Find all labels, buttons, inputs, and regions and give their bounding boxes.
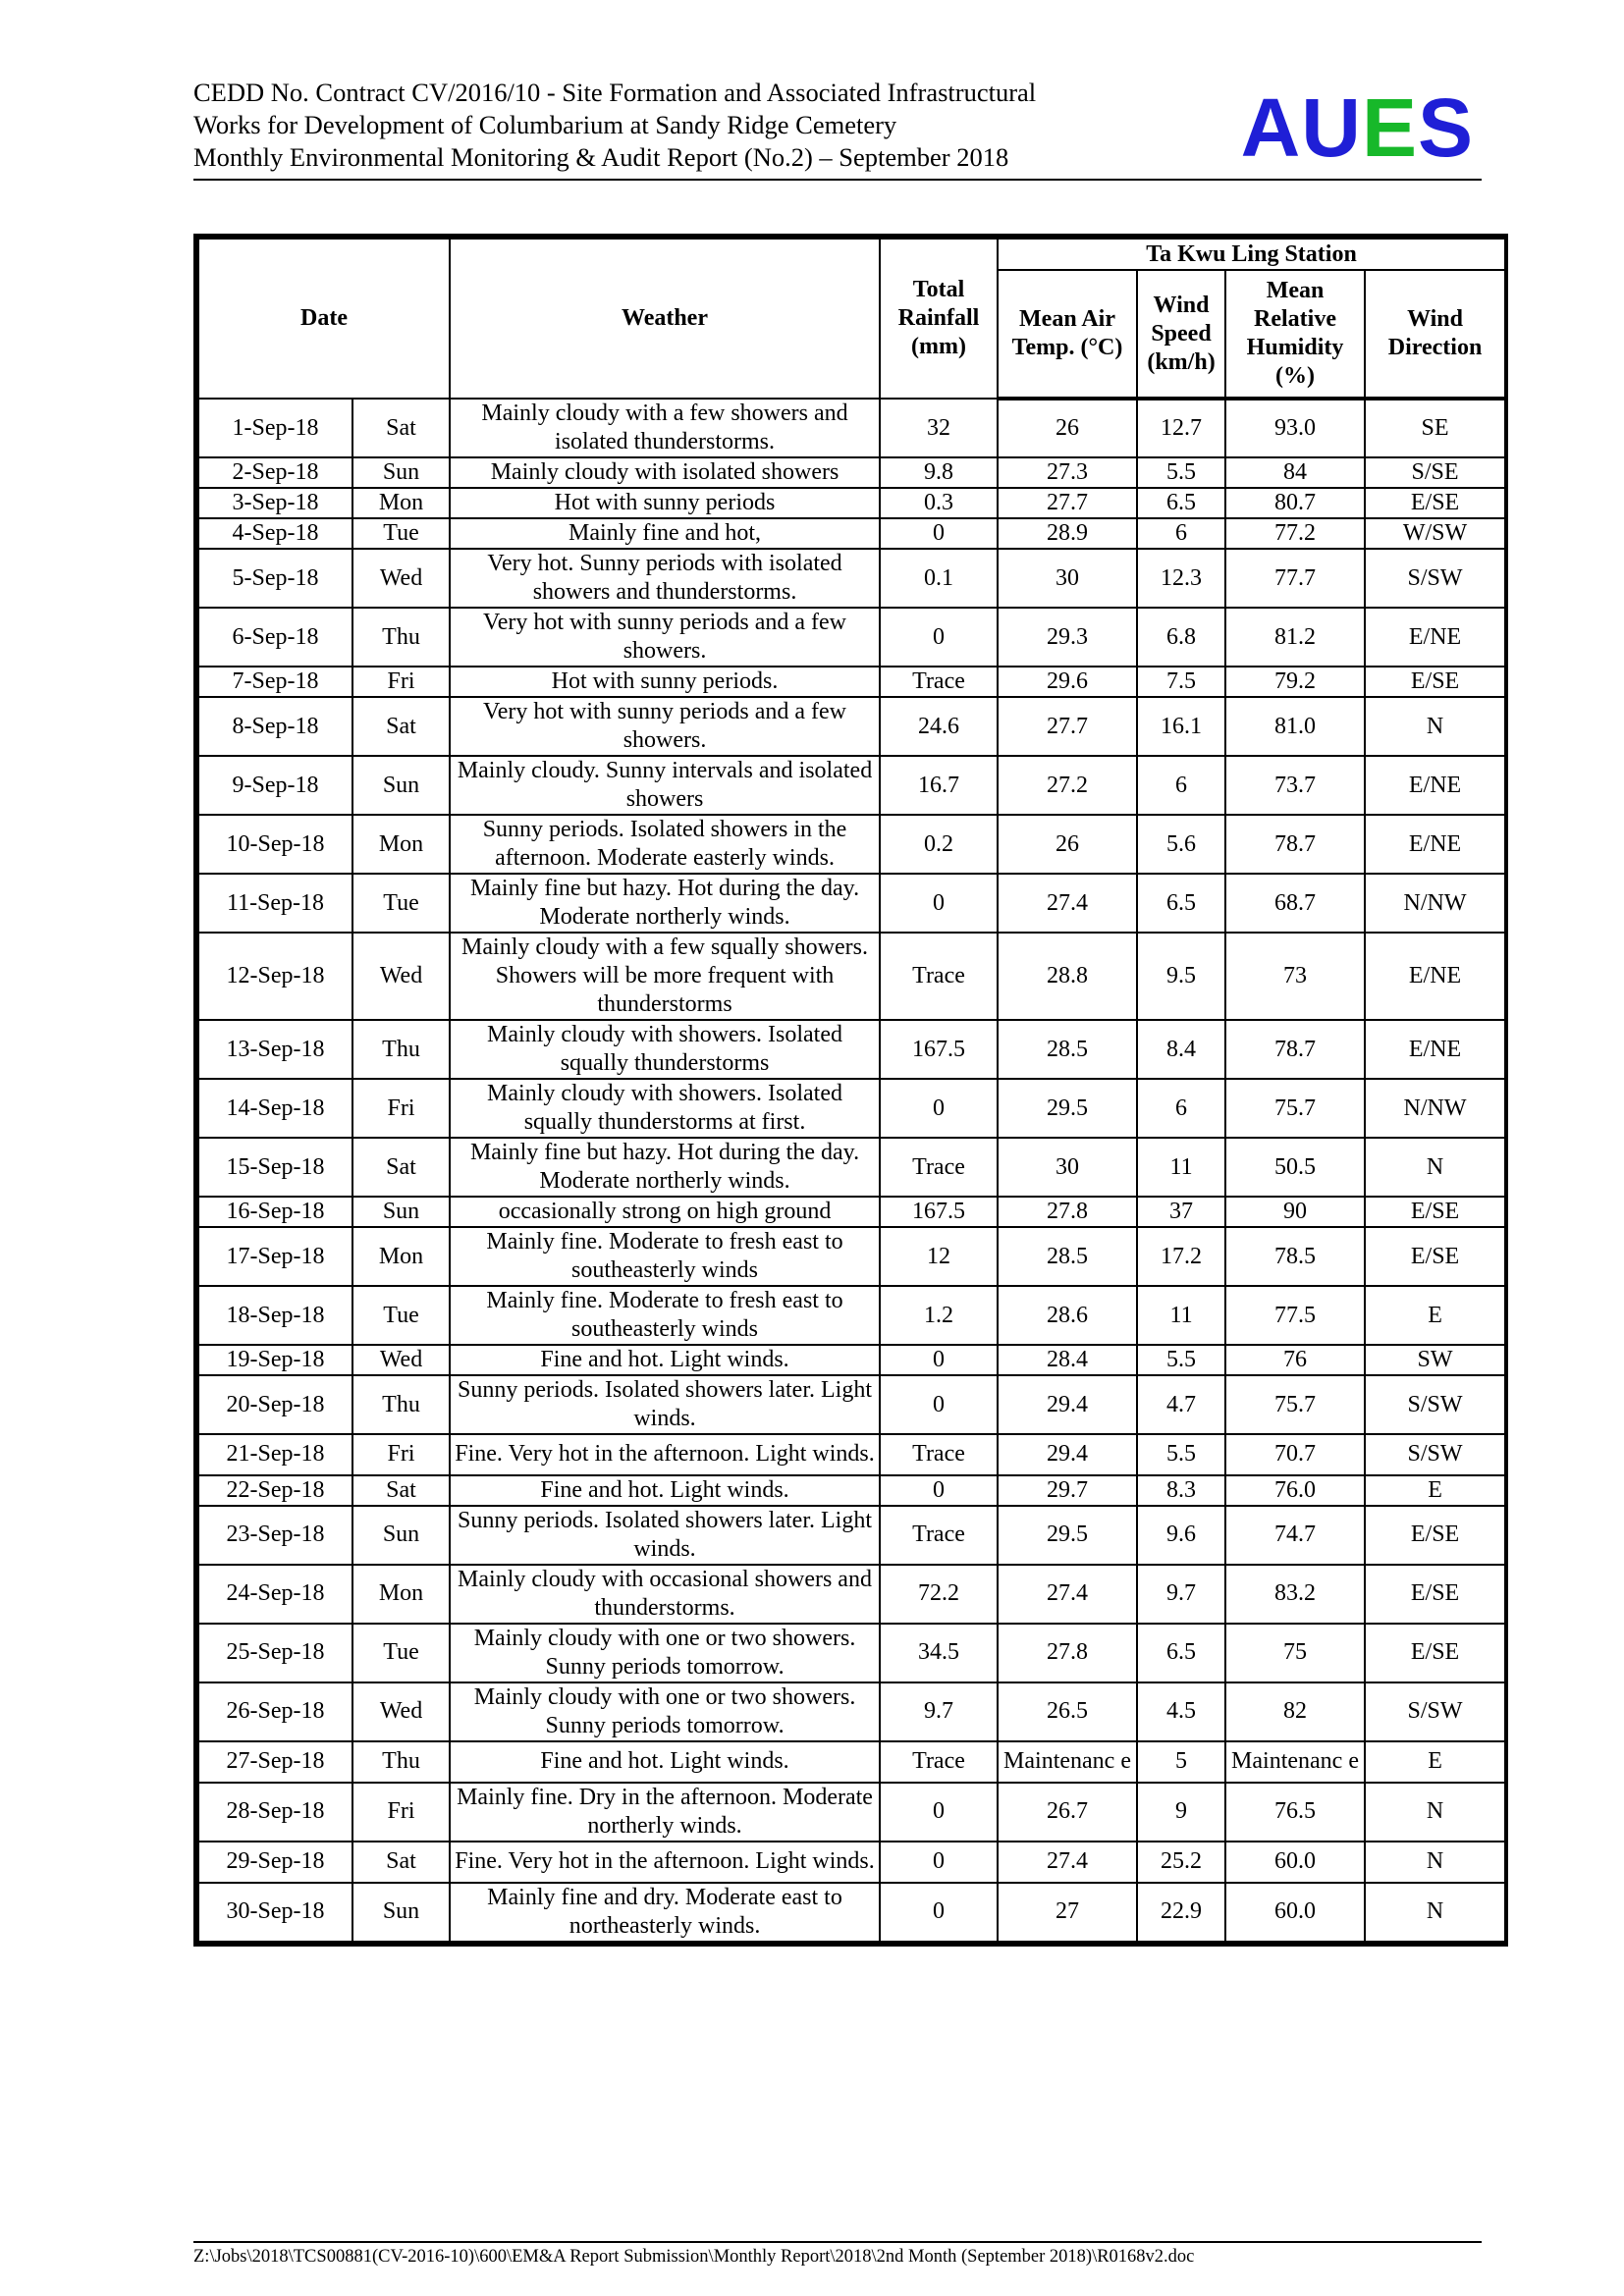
cell-humidity: 76 bbox=[1225, 1345, 1365, 1375]
table-row bbox=[198, 1475, 1505, 1506]
cell-temp: 27.4 bbox=[998, 1565, 1137, 1624]
cell-wind-speed: 5 bbox=[1137, 1741, 1225, 1783]
cell-wind-speed: 7.5 bbox=[1137, 667, 1225, 697]
cell-humidity: 78.7 bbox=[1225, 815, 1365, 874]
cell-temp: 28.5 bbox=[998, 1020, 1137, 1079]
cell-rainfall: 9.8 bbox=[880, 457, 998, 488]
cell-wind-direction: N bbox=[1365, 697, 1505, 756]
cell-weather: Very hot with sunny periods and a few showers. bbox=[450, 608, 880, 667]
cell-day: Fri bbox=[352, 1434, 450, 1475]
cell-wind-direction: E/NE bbox=[1365, 608, 1505, 667]
cell-rainfall: 34.5 bbox=[880, 1624, 998, 1682]
table-row bbox=[198, 1020, 1505, 1079]
cell-temp: 28.4 bbox=[998, 1345, 1137, 1375]
cell-date: 17-Sep-18 bbox=[198, 1227, 352, 1286]
cell-rainfall: 0 bbox=[880, 608, 998, 667]
cell-humidity: 80.7 bbox=[1225, 488, 1365, 518]
cell-wind-speed: 37 bbox=[1137, 1197, 1225, 1227]
cell-temp: 30 bbox=[998, 549, 1137, 608]
cell-temp: 29.6 bbox=[998, 667, 1137, 697]
cell-humidity: 93.0 bbox=[1225, 399, 1365, 457]
table-row bbox=[198, 874, 1505, 933]
cell-day: Sat bbox=[352, 1842, 450, 1883]
cell-wind-direction: SE bbox=[1365, 399, 1505, 457]
cell-wind-direction: E/SE bbox=[1365, 1506, 1505, 1565]
cell-wind-speed: 22.9 bbox=[1137, 1883, 1225, 1942]
cell-temp: 28.6 bbox=[998, 1286, 1137, 1345]
cell-temp: Maintenanc e bbox=[998, 1741, 1137, 1783]
cell-wind-direction: E bbox=[1365, 1475, 1505, 1506]
cell-humidity: 60.0 bbox=[1225, 1883, 1365, 1942]
cell-wind-speed: 6.5 bbox=[1137, 874, 1225, 933]
cell-temp: 27 bbox=[998, 1883, 1137, 1942]
cell-temp: 26.7 bbox=[998, 1783, 1137, 1842]
cell-humidity: 84 bbox=[1225, 457, 1365, 488]
page-footer bbox=[193, 2241, 1482, 2268]
station-header: Ta Kwu Ling Station bbox=[998, 239, 1505, 270]
cell-rainfall: 24.6 bbox=[880, 697, 998, 756]
cell-date: 6-Sep-18 bbox=[198, 608, 352, 667]
cell-weather: Very hot with sunny periods and a few showers. bbox=[450, 697, 880, 756]
header-line-3: Monthly Environmental Monitoring & Audit Report (No.2) – September 2018 bbox=[193, 142, 1009, 172]
table-row bbox=[198, 1434, 1505, 1475]
cell-wind-direction: S/SW bbox=[1365, 1434, 1505, 1475]
col-header-rainfall: Total Rainfall (mm) bbox=[880, 239, 998, 399]
cell-wind-speed: 12.7 bbox=[1137, 399, 1225, 457]
cell-humidity: 76.5 bbox=[1225, 1783, 1365, 1842]
cell-humidity: 79.2 bbox=[1225, 667, 1365, 697]
cell-humidity: 74.7 bbox=[1225, 1506, 1365, 1565]
cell-wind-speed: 16.1 bbox=[1137, 697, 1225, 756]
cell-date: 16-Sep-18 bbox=[198, 1197, 352, 1227]
cell-wind-speed: 8.3 bbox=[1137, 1475, 1225, 1506]
cell-temp: 30 bbox=[998, 1138, 1137, 1197]
table-row bbox=[198, 1079, 1505, 1138]
cell-wind-direction: E/NE bbox=[1365, 815, 1505, 874]
cell-wind-speed: 5.5 bbox=[1137, 1345, 1225, 1375]
cell-wind-speed: 6.8 bbox=[1137, 608, 1225, 667]
cell-wind-direction: N/NW bbox=[1365, 874, 1505, 933]
col-header-wind-speed: Wind Speed (km/h) bbox=[1137, 270, 1225, 399]
cell-day: Wed bbox=[352, 1345, 450, 1375]
cell-day: Sat bbox=[352, 1138, 450, 1197]
cell-date: 4-Sep-18 bbox=[198, 518, 352, 549]
cell-date: 22-Sep-18 bbox=[198, 1475, 352, 1506]
cell-day: Mon bbox=[352, 488, 450, 518]
cell-wind-direction: E/NE bbox=[1365, 756, 1505, 815]
cell-date: 5-Sep-18 bbox=[198, 549, 352, 608]
cell-date: 20-Sep-18 bbox=[198, 1375, 352, 1434]
cell-wind-direction: E bbox=[1365, 1741, 1505, 1783]
cell-weather: Mainly cloudy with one or two showers. Sunny periods tomorrow. bbox=[450, 1624, 880, 1682]
cell-rainfall: Trace bbox=[880, 1741, 998, 1783]
cell-day: Thu bbox=[352, 608, 450, 667]
cell-date: 8-Sep-18 bbox=[198, 697, 352, 756]
cell-weather: occasionally strong on high ground bbox=[450, 1197, 880, 1227]
cell-rainfall: 32 bbox=[880, 399, 998, 457]
cell-wind-direction: N bbox=[1365, 1883, 1505, 1942]
cell-wind-speed: 6.5 bbox=[1137, 488, 1225, 518]
cell-wind-speed: 6.5 bbox=[1137, 1624, 1225, 1682]
cell-weather: Fine and hot. Light winds. bbox=[450, 1345, 880, 1375]
cell-temp: 29.7 bbox=[998, 1475, 1137, 1506]
cell-wind-speed: 4.5 bbox=[1137, 1682, 1225, 1741]
table-row bbox=[198, 667, 1505, 697]
table-row bbox=[198, 549, 1505, 608]
cell-temp: 27.4 bbox=[998, 1842, 1137, 1883]
cell-temp: 29.5 bbox=[998, 1079, 1137, 1138]
cell-rainfall: 0 bbox=[880, 518, 998, 549]
cell-day: Fri bbox=[352, 667, 450, 697]
cell-date: 12-Sep-18 bbox=[198, 933, 352, 1020]
cell-humidity: 83.2 bbox=[1225, 1565, 1365, 1624]
cell-wind-speed: 11 bbox=[1137, 1138, 1225, 1197]
cell-wind-speed: 12.3 bbox=[1137, 549, 1225, 608]
cell-date: 30-Sep-18 bbox=[198, 1883, 352, 1942]
cell-temp: 27.8 bbox=[998, 1197, 1137, 1227]
cell-date: 10-Sep-18 bbox=[198, 815, 352, 874]
cell-wind-speed: 17.2 bbox=[1137, 1227, 1225, 1286]
cell-weather: Mainly cloudy with occasional showers and thunderstorms. bbox=[450, 1565, 880, 1624]
weather-table-body bbox=[198, 399, 1505, 1942]
cell-date: 29-Sep-18 bbox=[198, 1842, 352, 1883]
cell-humidity: 78.7 bbox=[1225, 1020, 1365, 1079]
table-row bbox=[198, 756, 1505, 815]
cell-weather: Sunny periods. Isolated showers later. Light winds. bbox=[450, 1506, 880, 1565]
cell-temp: 27.4 bbox=[998, 874, 1137, 933]
cell-wind-direction: SW bbox=[1365, 1345, 1505, 1375]
weather-table bbox=[197, 238, 1506, 1943]
cell-day: Wed bbox=[352, 933, 450, 1020]
cell-wind-direction: E/SE bbox=[1365, 1227, 1505, 1286]
cell-rainfall: Trace bbox=[880, 1138, 998, 1197]
cell-humidity: 76.0 bbox=[1225, 1475, 1365, 1506]
cell-day: Sun bbox=[352, 1883, 450, 1942]
cell-date: 3-Sep-18 bbox=[198, 488, 352, 518]
cell-day: Fri bbox=[352, 1079, 450, 1138]
file-path: Z:\Jobs\2018\TCS00881(CV-2016-10)\600\EM&A Report Submission\Monthly Report\2018\2nd Month (September 2018)\R0168v2.doc bbox=[193, 2247, 1195, 2267]
col-header-date: Date bbox=[198, 239, 450, 399]
page-header bbox=[193, 77, 1482, 181]
cell-humidity: 68.7 bbox=[1225, 874, 1365, 933]
cell-rainfall: 0.1 bbox=[880, 549, 998, 608]
cell-wind-direction: N/NW bbox=[1365, 1079, 1505, 1138]
cell-humidity: 77.2 bbox=[1225, 518, 1365, 549]
cell-wind-direction: S/SW bbox=[1365, 1375, 1505, 1434]
table-row bbox=[198, 1138, 1505, 1197]
cell-day: Sat bbox=[352, 697, 450, 756]
cell-wind-speed: 5.5 bbox=[1137, 1434, 1225, 1475]
cell-rainfall: 0.2 bbox=[880, 815, 998, 874]
cell-temp: 29.3 bbox=[998, 608, 1137, 667]
cell-day: Sun bbox=[352, 1197, 450, 1227]
cell-rainfall: 0.3 bbox=[880, 488, 998, 518]
cell-temp: 26.5 bbox=[998, 1682, 1137, 1741]
cell-weather: Mainly fine. Dry in the afternoon. Moderate northerly winds. bbox=[450, 1783, 880, 1842]
aues-logo: AUES bbox=[1240, 81, 1474, 174]
cell-rainfall: Trace bbox=[880, 1506, 998, 1565]
table-row bbox=[198, 1741, 1505, 1783]
cell-humidity: 60.0 bbox=[1225, 1842, 1365, 1883]
cell-day: Sun bbox=[352, 457, 450, 488]
table-row bbox=[198, 1197, 1505, 1227]
cell-rainfall: 16.7 bbox=[880, 756, 998, 815]
cell-rainfall: 0 bbox=[880, 1842, 998, 1883]
cell-temp: 27.2 bbox=[998, 756, 1137, 815]
cell-date: 7-Sep-18 bbox=[198, 667, 352, 697]
cell-date: 13-Sep-18 bbox=[198, 1020, 352, 1079]
cell-weather: Hot with sunny periods bbox=[450, 488, 880, 518]
cell-rainfall: 72.2 bbox=[880, 1565, 998, 1624]
cell-day: Tue bbox=[352, 874, 450, 933]
cell-humidity: 77.7 bbox=[1225, 549, 1365, 608]
cell-wind-direction: S/SW bbox=[1365, 1682, 1505, 1741]
cell-temp: 27.3 bbox=[998, 457, 1137, 488]
cell-day: Mon bbox=[352, 815, 450, 874]
cell-wind-direction: E/NE bbox=[1365, 933, 1505, 1020]
table-row bbox=[198, 1227, 1505, 1286]
cell-rainfall: 0 bbox=[880, 1883, 998, 1942]
cell-date: 1-Sep-18 bbox=[198, 399, 352, 457]
cell-rainfall: 0 bbox=[880, 1375, 998, 1434]
table-row bbox=[198, 1624, 1505, 1682]
cell-weather: Mainly fine. Moderate to fresh east to southeasterly winds bbox=[450, 1286, 880, 1345]
weather-table-container bbox=[193, 234, 1508, 1947]
cell-weather: Sunny periods. Isolated showers in the afternoon. Moderate easterly winds. bbox=[450, 815, 880, 874]
cell-wind-speed: 4.7 bbox=[1137, 1375, 1225, 1434]
cell-weather: Sunny periods. Isolated showers later. Light winds. bbox=[450, 1375, 880, 1434]
cell-wind-direction: W/SW bbox=[1365, 518, 1505, 549]
cell-wind-direction: E/SE bbox=[1365, 488, 1505, 518]
cell-wind-speed: 9.7 bbox=[1137, 1565, 1225, 1624]
cell-rainfall: Trace bbox=[880, 667, 998, 697]
cell-temp: 28.9 bbox=[998, 518, 1137, 549]
cell-wind-direction: N bbox=[1365, 1842, 1505, 1883]
cell-wind-direction: E/SE bbox=[1365, 1197, 1505, 1227]
cell-wind-direction: E/SE bbox=[1365, 1565, 1505, 1624]
cell-date: 11-Sep-18 bbox=[198, 874, 352, 933]
cell-humidity: 73.7 bbox=[1225, 756, 1365, 815]
cell-humidity: 50.5 bbox=[1225, 1138, 1365, 1197]
cell-weather: Mainly fine but hazy. Hot during the day. Moderate northerly winds. bbox=[450, 874, 880, 933]
cell-day: Mon bbox=[352, 1227, 450, 1286]
cell-humidity: 77.5 bbox=[1225, 1286, 1365, 1345]
cell-date: 19-Sep-18 bbox=[198, 1345, 352, 1375]
cell-wind-speed: 5.6 bbox=[1137, 815, 1225, 874]
cell-temp: 27.8 bbox=[998, 1624, 1137, 1682]
col-header-wind-direction: Wind Direction bbox=[1365, 270, 1505, 399]
cell-temp: 26 bbox=[998, 815, 1137, 874]
cell-date: 23-Sep-18 bbox=[198, 1506, 352, 1565]
cell-rainfall: 0 bbox=[880, 874, 998, 933]
cell-wind-speed: 6 bbox=[1137, 518, 1225, 549]
cell-date: 26-Sep-18 bbox=[198, 1682, 352, 1741]
cell-weather: Mainly cloudy with showers. Isolated squally thunderstorms at first. bbox=[450, 1079, 880, 1138]
cell-wind-speed: 11 bbox=[1137, 1286, 1225, 1345]
cell-date: 21-Sep-18 bbox=[198, 1434, 352, 1475]
cell-day: Sun bbox=[352, 1506, 450, 1565]
table-row bbox=[198, 1842, 1505, 1883]
cell-weather: Mainly cloudy with isolated showers bbox=[450, 457, 880, 488]
cell-humidity: 82 bbox=[1225, 1682, 1365, 1741]
cell-rainfall: Trace bbox=[880, 1434, 998, 1475]
cell-temp: 29.4 bbox=[998, 1434, 1137, 1475]
cell-humidity: 81.2 bbox=[1225, 608, 1365, 667]
cell-weather: Fine. Very hot in the afternoon. Light winds. bbox=[450, 1842, 880, 1883]
cell-wind-direction: E/SE bbox=[1365, 667, 1505, 697]
cell-day: Thu bbox=[352, 1020, 450, 1079]
table-row bbox=[198, 1286, 1505, 1345]
table-row bbox=[198, 1345, 1505, 1375]
cell-rainfall: 0 bbox=[880, 1079, 998, 1138]
cell-date: 15-Sep-18 bbox=[198, 1138, 352, 1197]
cell-day: Wed bbox=[352, 549, 450, 608]
cell-wind-direction: S/SE bbox=[1365, 457, 1505, 488]
cell-temp: 29.5 bbox=[998, 1506, 1137, 1565]
cell-humidity: 75 bbox=[1225, 1624, 1365, 1682]
cell-weather: Mainly cloudy with showers. Isolated squally thunderstorms bbox=[450, 1020, 880, 1079]
cell-wind-direction: E/NE bbox=[1365, 1020, 1505, 1079]
cell-weather: Mainly fine and hot, bbox=[450, 518, 880, 549]
cell-weather: Mainly fine. Moderate to fresh east to southeasterly winds bbox=[450, 1227, 880, 1286]
cell-date: 25-Sep-18 bbox=[198, 1624, 352, 1682]
table-row bbox=[198, 1375, 1505, 1434]
header-line-2: Works for Development of Columbarium at Sandy Ridge Cemetery bbox=[193, 110, 897, 139]
cell-wind-direction: N bbox=[1365, 1138, 1505, 1197]
table-row bbox=[198, 1565, 1505, 1624]
cell-day: Sat bbox=[352, 1475, 450, 1506]
header-line-1: CEDD No. Contract CV/2016/10 - Site Formation and Associated Infrastructural bbox=[193, 78, 1037, 107]
cell-weather: Mainly cloudy. Sunny intervals and isolated showers bbox=[450, 756, 880, 815]
cell-temp: 29.4 bbox=[998, 1375, 1137, 1434]
cell-rainfall: 0 bbox=[880, 1475, 998, 1506]
col-header-humidity: Mean Relative Humidity (%) bbox=[1225, 270, 1365, 399]
table-row bbox=[198, 1883, 1505, 1942]
cell-day: Wed bbox=[352, 1682, 450, 1741]
cell-weather: Fine and hot. Light winds. bbox=[450, 1741, 880, 1783]
cell-rainfall: 167.5 bbox=[880, 1020, 998, 1079]
cell-humidity: 73 bbox=[1225, 933, 1365, 1020]
cell-rainfall: 1.2 bbox=[880, 1286, 998, 1345]
cell-wind-speed: 9.5 bbox=[1137, 933, 1225, 1020]
cell-humidity: 78.5 bbox=[1225, 1227, 1365, 1286]
report-title-block bbox=[193, 77, 1036, 174]
cell-day: Mon bbox=[352, 1565, 450, 1624]
cell-wind-speed: 25.2 bbox=[1137, 1842, 1225, 1883]
cell-date: 27-Sep-18 bbox=[198, 1741, 352, 1783]
cell-weather: Mainly fine and dry. Moderate east to northeasterly winds. bbox=[450, 1883, 880, 1942]
cell-wind-direction: N bbox=[1365, 1783, 1505, 1842]
cell-humidity: 90 bbox=[1225, 1197, 1365, 1227]
cell-day: Tue bbox=[352, 1624, 450, 1682]
cell-rainfall: 167.5 bbox=[880, 1197, 998, 1227]
cell-day: Thu bbox=[352, 1741, 450, 1783]
cell-wind-direction: E/SE bbox=[1365, 1624, 1505, 1682]
cell-day: Thu bbox=[352, 1375, 450, 1434]
cell-wind-speed: 9 bbox=[1137, 1783, 1225, 1842]
cell-temp: 27.7 bbox=[998, 488, 1137, 518]
table-row bbox=[198, 697, 1505, 756]
cell-humidity: 70.7 bbox=[1225, 1434, 1365, 1475]
cell-day: Sat bbox=[352, 399, 450, 457]
table-row bbox=[198, 1783, 1505, 1842]
table-row bbox=[198, 933, 1505, 1020]
cell-date: 14-Sep-18 bbox=[198, 1079, 352, 1138]
cell-weather: Mainly cloudy with a few showers and isolated thunderstorms. bbox=[450, 399, 880, 457]
cell-rainfall: Trace bbox=[880, 933, 998, 1020]
cell-wind-speed: 8.4 bbox=[1137, 1020, 1225, 1079]
cell-weather: Mainly fine but hazy. Hot during the day. Moderate northerly winds. bbox=[450, 1138, 880, 1197]
cell-wind-direction: S/SW bbox=[1365, 549, 1505, 608]
cell-wind-speed: 6 bbox=[1137, 1079, 1225, 1138]
cell-temp: 28.8 bbox=[998, 933, 1137, 1020]
cell-rainfall: 0 bbox=[880, 1783, 998, 1842]
cell-weather: Fine. Very hot in the afternoon. Light winds. bbox=[450, 1434, 880, 1475]
col-header-weather: Weather bbox=[450, 239, 880, 399]
cell-day: Sun bbox=[352, 756, 450, 815]
cell-rainfall: 12 bbox=[880, 1227, 998, 1286]
cell-weather: Mainly cloudy with one or two showers. Sunny periods tomorrow. bbox=[450, 1682, 880, 1741]
cell-weather: Mainly cloudy with a few squally showers. Showers will be more frequent with thunderstorms bbox=[450, 933, 880, 1020]
cell-temp: 26 bbox=[998, 399, 1137, 457]
cell-day: Tue bbox=[352, 518, 450, 549]
cell-humidity: 75.7 bbox=[1225, 1375, 1365, 1434]
cell-wind-speed: 9.6 bbox=[1137, 1506, 1225, 1565]
cell-temp: 28.5 bbox=[998, 1227, 1137, 1286]
cell-weather: Hot with sunny periods. bbox=[450, 667, 880, 697]
cell-date: 2-Sep-18 bbox=[198, 457, 352, 488]
cell-weather: Fine and hot. Light winds. bbox=[450, 1475, 880, 1506]
cell-day: Tue bbox=[352, 1286, 450, 1345]
table-row bbox=[198, 488, 1505, 518]
cell-rainfall: 0 bbox=[880, 1345, 998, 1375]
cell-date: 28-Sep-18 bbox=[198, 1783, 352, 1842]
cell-day: Fri bbox=[352, 1783, 450, 1842]
cell-humidity: 75.7 bbox=[1225, 1079, 1365, 1138]
cell-wind-speed: 5.5 bbox=[1137, 457, 1225, 488]
table-row bbox=[198, 399, 1505, 457]
table-row bbox=[198, 1506, 1505, 1565]
col-header-temp: Mean Air Temp. (°C) bbox=[998, 270, 1137, 399]
cell-temp: 27.7 bbox=[998, 697, 1137, 756]
cell-humidity: Maintenanc e bbox=[1225, 1741, 1365, 1783]
table-row bbox=[198, 1682, 1505, 1741]
cell-humidity: 81.0 bbox=[1225, 697, 1365, 756]
table-row bbox=[198, 815, 1505, 874]
cell-wind-direction: E bbox=[1365, 1286, 1505, 1345]
table-row bbox=[198, 518, 1505, 549]
cell-date: 9-Sep-18 bbox=[198, 756, 352, 815]
cell-date: 24-Sep-18 bbox=[198, 1565, 352, 1624]
cell-wind-speed: 6 bbox=[1137, 756, 1225, 815]
cell-date: 18-Sep-18 bbox=[198, 1286, 352, 1345]
table-row bbox=[198, 608, 1505, 667]
cell-weather: Very hot. Sunny periods with isolated showers and thunderstorms. bbox=[450, 549, 880, 608]
table-row bbox=[198, 457, 1505, 488]
cell-rainfall: 9.7 bbox=[880, 1682, 998, 1741]
